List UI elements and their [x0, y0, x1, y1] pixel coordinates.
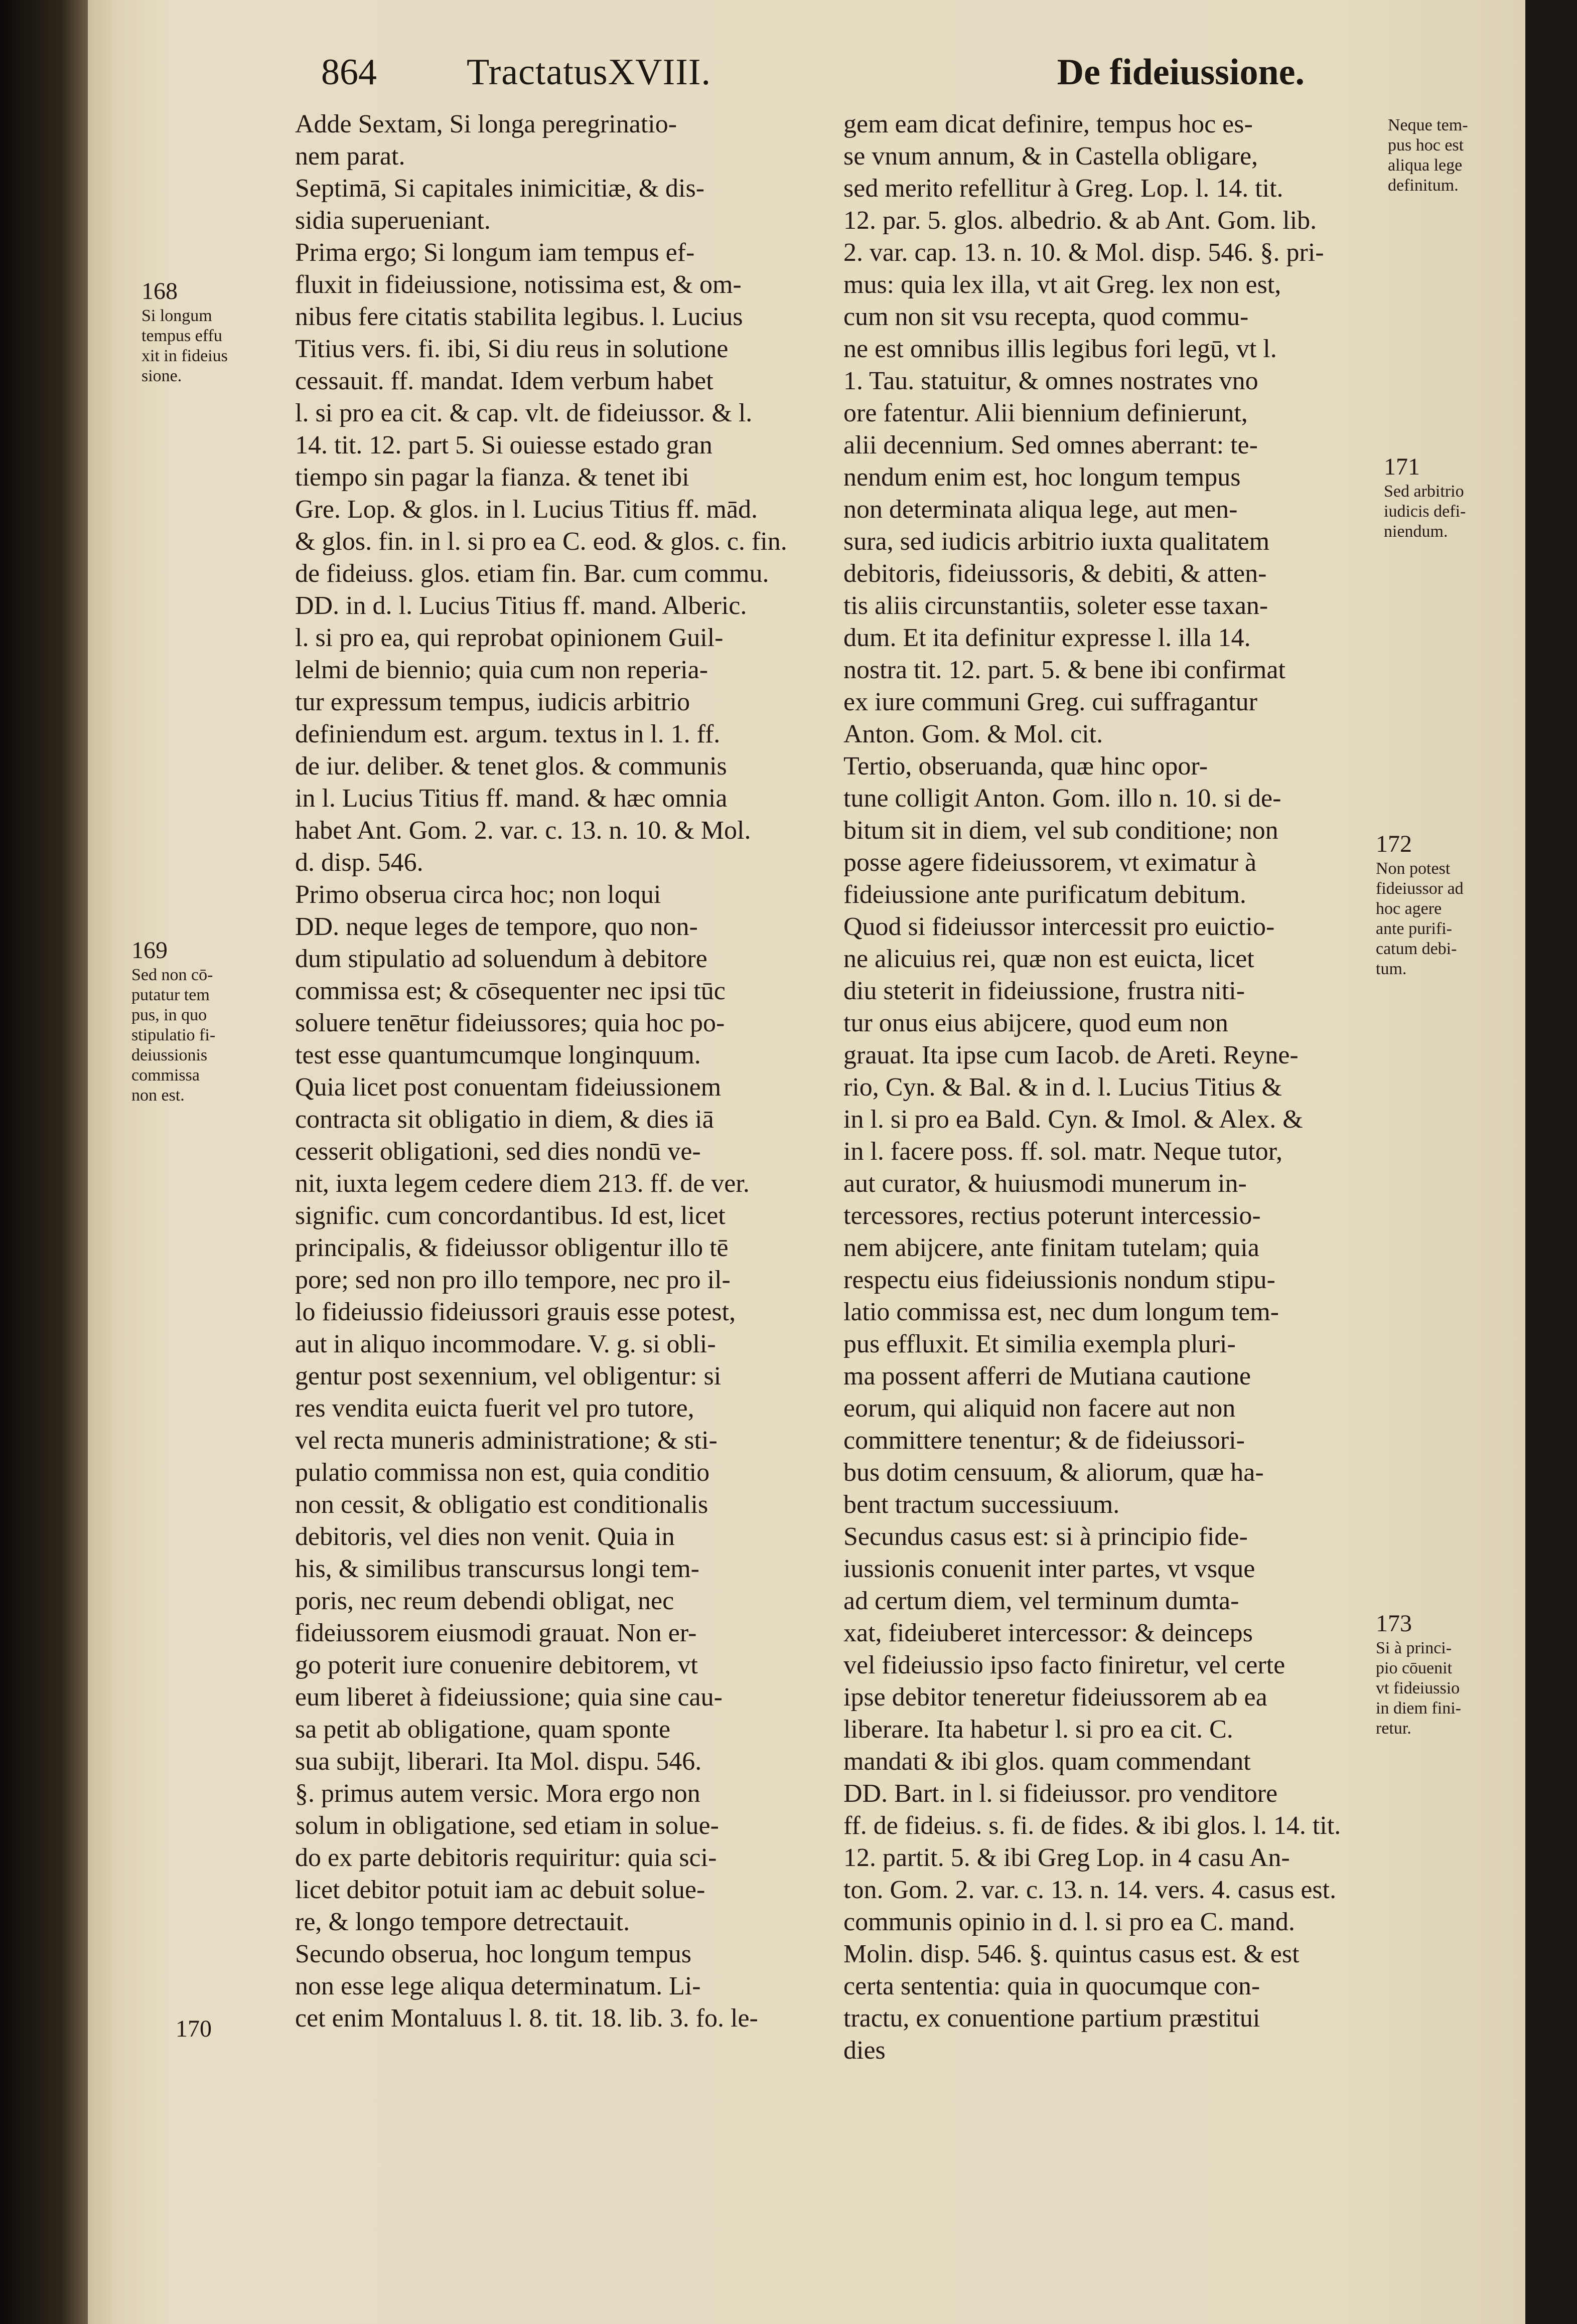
margin-line: stipulatio fi-: [131, 1026, 216, 1044]
text-line: pore; sed non pro illo tempore, nec pro il-: [295, 1266, 731, 1294]
text-line: & glos. fin. in l. si pro ea C. eod. & glos. c. fin.: [295, 527, 787, 556]
text-line: l. si pro ea cit. & cap. vlt. de fideiussor. & l.: [295, 399, 753, 427]
text-line: tercessores, rectius poterunt intercessio-: [843, 1201, 1261, 1230]
page-number: 864: [321, 52, 377, 93]
text-line: nendum enim est, hoc longum tempus: [843, 463, 1241, 492]
text-line: Secundus casus est: si à principio fide-: [843, 1522, 1248, 1551]
text-line: cum non sit vsu recepta, quod commu-: [843, 302, 1249, 331]
margin-number: 173: [1376, 1610, 1412, 1637]
text-line: 1. Tau. statuitur, & omnes nostrates vno: [843, 367, 1258, 395]
text-line: ne alicuius rei, quæ non est euicta, licet: [843, 945, 1254, 973]
text-line: Quod si fideiussor intercessit pro euictio-: [843, 912, 1275, 941]
text-line: Prima ergo; Si longum iam tempus ef-: [295, 238, 695, 267]
text-line: ore fatentur. Alii biennium definierunt,: [843, 399, 1248, 427]
margin-line: Sed non cō-: [131, 966, 213, 984]
text-line: lelmi de biennio; quia cum non reperia-: [295, 656, 708, 684]
text-line: sidia superueniant.: [295, 206, 491, 235]
text-line: grauat. Ita ipse cum Iacob. de Areti. Reyne-: [843, 1041, 1299, 1069]
text-line: signific. cum concordantibus. Id est, licet: [295, 1201, 726, 1230]
text-line: pulatio commissa non est, quia conditio: [295, 1458, 710, 1487]
text-line: ne est omnibus illis legibus fori legū, vt l.: [843, 335, 1277, 363]
text-line: sed merito refellitur à Greg. Lop. l. 14. tit.: [843, 174, 1283, 203]
margin-note-168: [141, 277, 272, 386]
text-line: nit, iuxta legem cedere diem 213. ff. de ver.: [295, 1169, 750, 1198]
text-line: aut curator, & huiusmodi munerum in-: [843, 1169, 1247, 1198]
margin-line: Non potest: [1376, 859, 1451, 878]
text-line: posse agere fideiussorem, vt eximatur à: [843, 848, 1257, 877]
margin-line: Si longum: [141, 306, 212, 325]
margin-line: in diem fini-: [1376, 1699, 1461, 1718]
margin-note-173: [1376, 1609, 1496, 1739]
margin-note-171: [1384, 452, 1484, 542]
left-text-column: [295, 108, 817, 2035]
text-line: ma possent afferri de Mutiana cautione: [843, 1362, 1251, 1390]
text-line: vel recta muneris administratione; & sti-: [295, 1426, 718, 1455]
book-spine: [0, 0, 88, 2324]
text-line: iussionis conuenit inter partes, vt vsque: [843, 1555, 1255, 1583]
text-line: do ex parte debitoris requiritur: quia sci-: [295, 1843, 717, 1872]
margin-line: fideiussor ad: [1376, 879, 1464, 898]
margin-line: Neque tem-: [1388, 116, 1468, 134]
text-line: DD. neque leges de tempore, quo non-: [295, 912, 698, 941]
text-line: Titius vers. fi. ibi, Si diu reus in solutione: [295, 335, 729, 363]
text-line: cessauit. ff. mandat. Idem verbum habet: [295, 367, 713, 395]
text-line: Adde Sextam, Si longa peregrinatio-: [295, 110, 677, 138]
text-line: Gre. Lop. & glos. in l. Lucius Titius ff. mād.: [295, 495, 758, 524]
text-line: se vnum annum, & in Castella obligare,: [843, 142, 1258, 171]
text-line: ad certum diem, vel terminum dumta-: [843, 1587, 1239, 1615]
text-line: ff. de fideius. s. fi. de fides. & ibi glos. l. 14. tit.: [843, 1811, 1341, 1840]
text-line: eum liberet à fideiussione; quia sine cau-: [295, 1683, 723, 1712]
text-line: licet debitor potuit iam ac debuit solue-: [295, 1876, 705, 1904]
text-line: non esse lege aliqua determinatum. Li-: [295, 1972, 701, 2000]
text-line: go poterit iure conuenire debitorem, vt: [295, 1651, 698, 1679]
text-line: latio commissa est, nec dum longum tem-: [843, 1298, 1279, 1326]
text-line: DD. Bart. in l. si fideiussor. pro venditore: [843, 1779, 1278, 1808]
text-line: l. si pro ea, qui reprobat opinionem Guil-: [295, 624, 724, 652]
text-line: aut in aliquo incommodare. V. g. si obli-: [295, 1330, 716, 1358]
text-line: fluxit in fideiussione, notissima est, & om-: [295, 270, 742, 299]
text-line: vel fideiussio ipso facto finiretur, vel certe: [843, 1651, 1285, 1679]
text-line: tractu, ex conuentione partium præstitui: [843, 2004, 1260, 2033]
margin-line: ante purifi-: [1376, 919, 1452, 938]
text-line: ton. Gom. 2. var. c. 13. n. 14. vers. 4. casus est.: [843, 1876, 1337, 1904]
text-line: cesserit obligationi, sed dies nondū ve-: [295, 1137, 701, 1166]
margin-line: hoc agere: [1376, 899, 1442, 918]
text-line: principalis, & fideiussor obligentur illo tē: [295, 1233, 729, 1262]
margin-line: sione.: [141, 367, 182, 385]
text-line: gem eam dicat definire, tempus hoc es-: [843, 110, 1253, 138]
text-line: respectu eius fideiussionis nondum stipu-: [843, 1266, 1275, 1294]
text-line: dum stipulatio ad soluendum à debitore: [295, 945, 707, 973]
text-line: dies: [843, 2036, 886, 2065]
text-line: certa sententia: quia in quocumque con-: [843, 1972, 1260, 2000]
text-line: non cessit, & obligatio est conditionalis: [295, 1490, 708, 1519]
margin-line: aliqua lege: [1388, 156, 1463, 175]
text-line: alii decennium. Sed omnes aberrant: te-: [843, 431, 1258, 459]
text-line: de iur. deliber. & tenet glos. & communis: [295, 752, 727, 781]
margin-line: pus, in quo: [131, 1006, 207, 1024]
text-line: gentur post sexennium, vel obligentur: si: [295, 1362, 722, 1390]
margin-number: 168: [141, 278, 178, 304]
text-line: §. primus autem versic. Mora ergo non: [295, 1779, 700, 1808]
text-line: lo fideiussio fideiussori grauis esse potest,: [295, 1298, 736, 1326]
text-line: Secundo obserua, hoc longum tempus: [295, 1940, 691, 1968]
text-line: tur onus eius abijcere, quod eum non: [843, 1009, 1228, 1037]
text-line: bus dotim censuum, & aliorum, quæ ha-: [843, 1458, 1264, 1487]
running-title: TractatusXVIII.: [467, 52, 711, 93]
text-line: rio, Cyn. & Bal. & in d. l. Lucius Titius &: [843, 1073, 1282, 1102]
margin-line: retur.: [1376, 1719, 1411, 1738]
margin-line: tum.: [1376, 960, 1407, 978]
margin-line: vt fideiussio: [1376, 1679, 1460, 1697]
text-line: nem parat.: [295, 142, 405, 171]
margin-line: definitum.: [1388, 176, 1459, 195]
right-text-column: [843, 108, 1385, 2067]
text-line: 12. par. 5. glos. albedrio. & ab Ant. Gom. lib.: [843, 206, 1317, 235]
text-line: tis aliis circunstantiis, soleter esse taxan-: [843, 591, 1268, 620]
text-line: in l. si pro ea Bald. Cyn. & Imol. & Alex. &: [843, 1105, 1303, 1134]
page-edge: [1525, 0, 1577, 2324]
text-line: Molin. disp. 546. §. quintus casus est. & est: [843, 1940, 1300, 1968]
margin-note-172: [1376, 830, 1496, 979]
margin-line: putatur tem: [131, 986, 210, 1004]
margin-line: deiussionis: [131, 1046, 208, 1064]
text-line: sua subijt, liberari. Ita Mol. dispu. 546.: [295, 1747, 702, 1776]
text-line: fideiussorem eiusmodi grauat. Non er-: [295, 1619, 697, 1647]
text-line: tur expressum tempus, iudicis arbitrio: [295, 688, 690, 716]
text-line: mus: quia lex illa, vt ait Greg. lex non est,: [843, 270, 1281, 299]
text-line: contracta sit obligatio in diem, & dies iā: [295, 1105, 714, 1134]
margin-line: iudicis defi-: [1384, 502, 1466, 521]
text-line: mandati & ibi glos. quam commendant: [843, 1747, 1251, 1776]
text-line: test esse quantumcumque longinquum.: [295, 1041, 701, 1069]
text-line: eorum, qui aliquid non facere aut non: [843, 1394, 1236, 1423]
text-line: his, & similibus transcursus longi tem-: [295, 1555, 699, 1583]
margin-number: 171: [1384, 453, 1420, 480]
text-line: in l. Lucius Titius ff. mand. & hæc omnia: [295, 784, 728, 813]
text-line: definiendum est. argum. textus in l. 1. ff.: [295, 720, 721, 748]
text-line: DD. in d. l. Lucius Titius ff. mand. Alberic.: [295, 591, 747, 620]
text-line: ex iure communi Greg. cui suffragantur: [843, 688, 1257, 716]
text-line: Primo obserua circa hoc; non loqui: [295, 880, 661, 909]
text-line: nibus fere citatis stabilita legibus. l. Lucius: [295, 302, 743, 331]
margin-line: Sed arbitrio: [1384, 482, 1464, 501]
text-line: tune colligit Anton. Gom. illo n. 10. si de-: [843, 784, 1281, 813]
margin-number: 172: [1376, 831, 1412, 857]
text-line: xat, fideiuberet intercessor: & deinceps: [843, 1619, 1253, 1647]
text-line: bent tractum successiuum.: [843, 1490, 1120, 1519]
text-line: non determinata aliqua lege, aut men-: [843, 495, 1238, 524]
text-line: committere tenentur; & de fideiussori-: [843, 1426, 1245, 1455]
margin-line: pus hoc est: [1388, 136, 1464, 154]
text-line: debitoris, fideiussoris, & debiti, & atten-: [843, 559, 1267, 588]
text-line: sura, sed iudicis arbitrio iuxta qualitatem: [843, 527, 1270, 556]
text-line: dum. Et ita definitur expresse l. illa 14.: [843, 624, 1251, 652]
running-header: [321, 51, 1305, 101]
text-line: cet enim Montaluus l. 8. tit. 18. lib. 3. fo. le-: [295, 2004, 758, 2033]
text-line: liberare. Ita habetur l. si pro ea cit. C.: [843, 1715, 1233, 1744]
text-line: pus effluxit. Et similia exempla pluri-: [843, 1330, 1236, 1358]
margin-line: Si à princi-: [1376, 1639, 1452, 1657]
margin-line: non est.: [131, 1086, 185, 1105]
text-line: 2. var. cap. 13. n. 10. & Mol. disp. 546. §. pri-: [843, 238, 1324, 267]
margin-line: xit in fideius: [141, 347, 228, 365]
section-title: De fideiussione.: [1057, 52, 1305, 93]
margin-note-169: [131, 936, 262, 1106]
text-line: sa petit ab obligatione, quam sponte: [295, 1715, 671, 1744]
text-line: solum in obligatione, sed etiam in solue-: [295, 1811, 719, 1840]
margin-number: 170: [176, 2016, 212, 2042]
text-line: soluere tenētur fideiussores; quia hoc po-: [295, 1009, 725, 1037]
text-line: de fideiuss. glos. etiam fin. Bar. cum commu.: [295, 559, 769, 588]
margin-line: catum debi-: [1376, 940, 1457, 958]
text-line: tiempo sin pagar la fianza. & tenet ibi: [295, 463, 689, 492]
margin-note-top-right: [1388, 115, 1488, 196]
text-line: habet Ant. Gom. 2. var. c. 13. n. 10. & Mol.: [295, 816, 751, 845]
margin-line: tempus effu: [141, 327, 222, 345]
margin-number: 169: [131, 937, 168, 964]
text-line: fideiussione ante purificatum debitum.: [843, 880, 1246, 909]
text-line: Anton. Gom. & Mol. cit.: [843, 720, 1103, 748]
margin-line: commissa: [131, 1066, 200, 1084]
text-line: poris, nec reum debendi obligat, nec: [295, 1587, 674, 1615]
text-line: Tertio, obseruanda, quæ hinc opor-: [843, 752, 1208, 781]
text-line: nostra tit. 12. part. 5. & bene ibi confirmat: [843, 656, 1285, 684]
text-line: ipse debitor teneretur fideiussorem ab ea: [843, 1683, 1267, 1712]
text-line: bitum sit in diem, vel sub conditione; non: [843, 816, 1278, 845]
text-line: d. disp. 546.: [295, 848, 423, 877]
text-line: debitoris, vel dies non venit. Quia in: [295, 1522, 675, 1551]
text-line: in l. facere poss. ff. sol. matr. Neque tutor,: [843, 1137, 1282, 1166]
text-line: commissa est; & cōsequenter nec ipsi tūc: [295, 977, 726, 1005]
text-line: re, & longo tempore detrectauit.: [295, 1908, 630, 1936]
text-line: Septimā, Si capitales inimicitiæ, & dis-: [295, 174, 705, 203]
text-line: 14. tit. 12. part 5. Si ouiesse estado gran: [295, 431, 712, 459]
text-line: communis opinio in d. l. si pro ea C. mand.: [843, 1908, 1295, 1936]
margin-line: pio cōuenit: [1376, 1659, 1453, 1677]
text-line: 12. partit. 5. & ibi Greg Lop. in 4 casu An-: [843, 1843, 1290, 1872]
margin-note-170: [176, 2015, 236, 2044]
text-line: diu steterit in fideiussione, frustra niti-: [843, 977, 1245, 1005]
text-line: res vendita euicta fuerit vel pro tutore,: [295, 1394, 694, 1423]
margin-line: niendum.: [1384, 522, 1448, 541]
text-line: nem abijcere, ante finitam tutelam; quia: [843, 1233, 1259, 1262]
text-line: Quia licet post conuentam fideiussionem: [295, 1073, 722, 1102]
